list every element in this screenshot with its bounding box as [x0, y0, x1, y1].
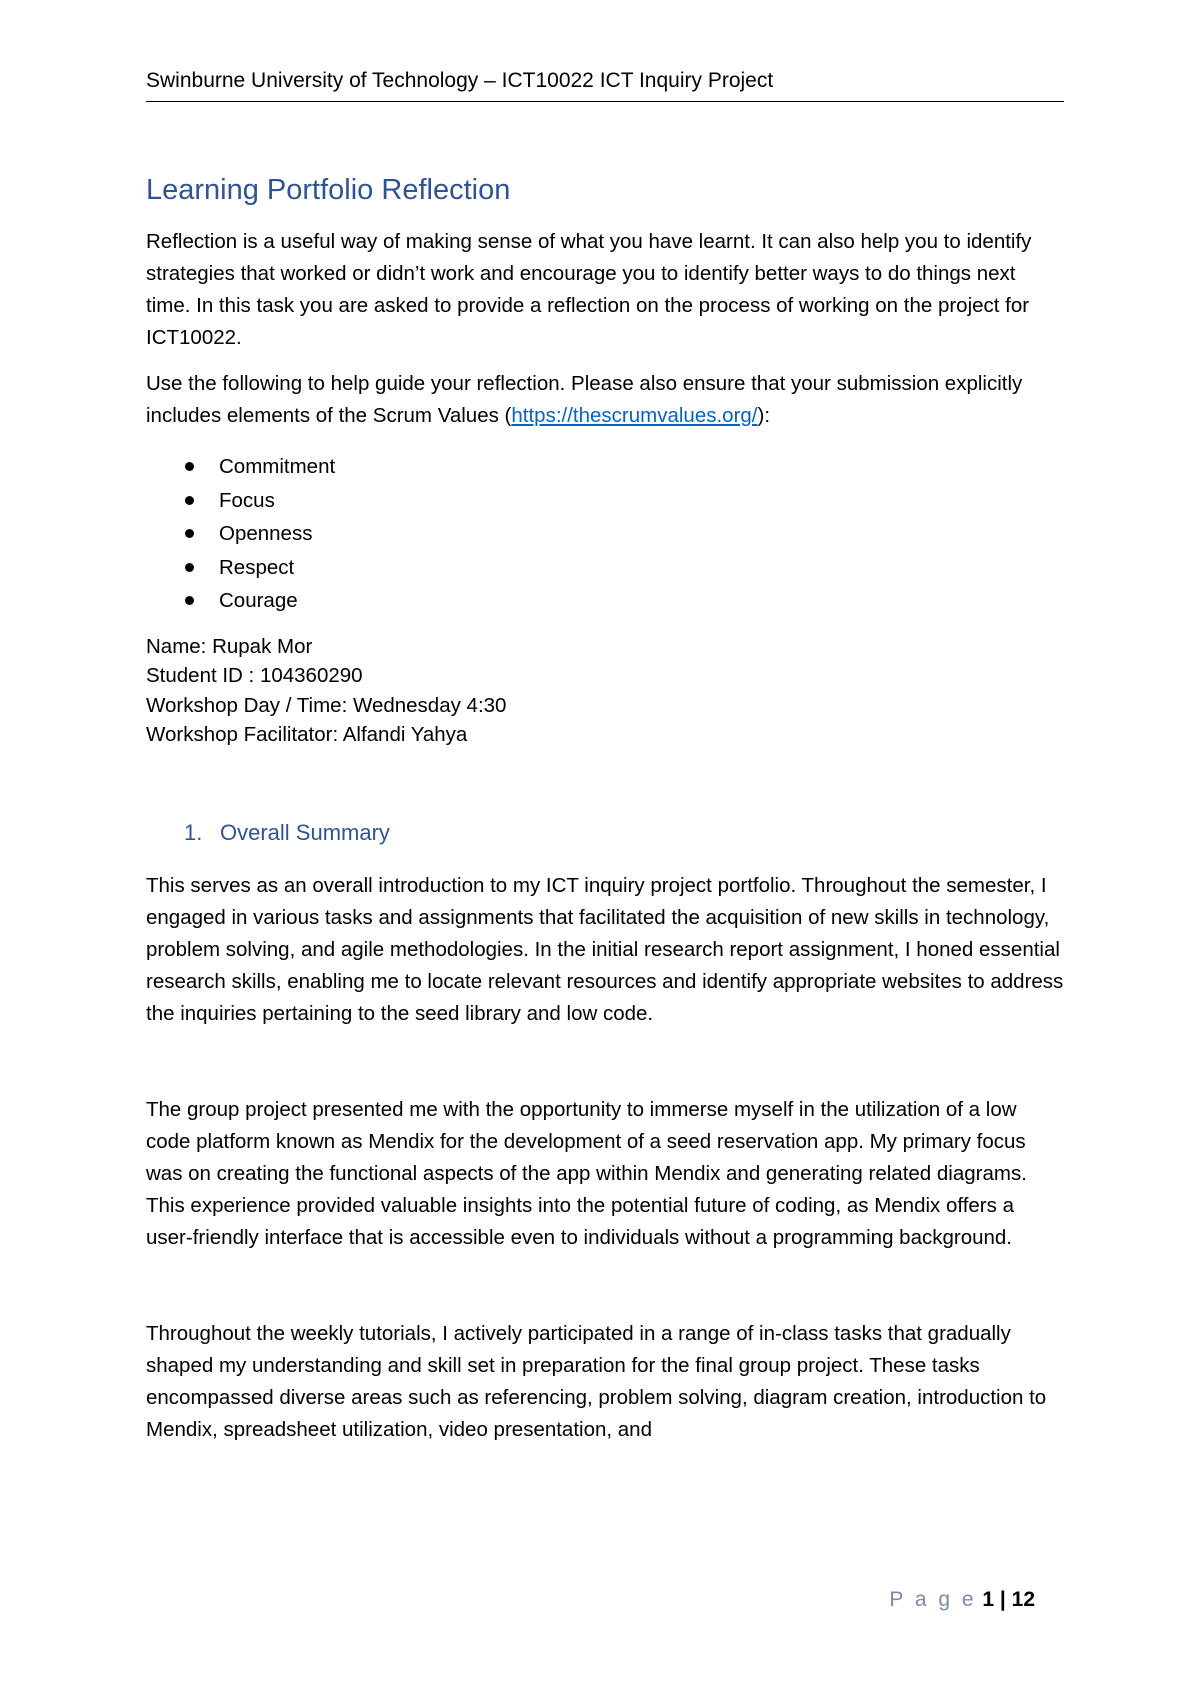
list-item: [146, 517, 1064, 551]
page-footer: [600, 1588, 1035, 1612]
value-label: Focus: [219, 488, 275, 512]
section-heading-overall-summary: [184, 818, 1064, 848]
scrum-values-list: [146, 450, 1064, 618]
page-total: 12: [1011, 1588, 1035, 1611]
section-title: Overall Summary: [220, 819, 390, 845]
page-current: 1: [982, 1588, 995, 1611]
list-item: [146, 450, 1064, 484]
intro-paragraph-1: Reflection is a useful way of making sense of what you have learnt. It can also help you to identify strategies that worked or didn’t work and encourage you to identify better ways to do things next time. In this task you are asked to provide a reflection on the process of working on the project for ICT10022.: [146, 230, 1032, 349]
bullet-icon: [185, 596, 194, 605]
bullet-icon: [185, 529, 194, 538]
intro-paragraph-2-end: ):: [757, 404, 771, 427]
value-label: Respect: [219, 555, 295, 579]
page-title: Learning Portfolio Reflection: [146, 174, 511, 206]
page-separator: |: [999, 1588, 1006, 1611]
summary-paragraph-2: The group project presented me with the opportunity to immerse myself in the utilization of a low code platform known as Mendix for the development of a seed reservation app. My primary focus was on creating the functional aspects of the app within Mendix and generating related diagrams. This experience provided valuable insights into the potential future of coding, as Mendix offers a user-friendly interface that is accessible even to individuals without a programming background.: [146, 1097, 1027, 1249]
summary-paragraph-3: Throughout the weekly tutorials, I actively participated in a range of in-class tasks that gradually shaped my understanding and skill set in preparation for the final group project. These tasks encompassed diverse areas such as referencing, problem solving, diagram creation, introduction to Mendix, spreadsheet utilization, video presentation, and: [146, 1321, 1047, 1441]
document-body: [146, 172, 1064, 1510]
page-header: Swinburne University of Technology – ICT10022 ICT Inquiry Project: [146, 70, 1064, 102]
list-item: [146, 551, 1064, 585]
list-item: [146, 584, 1064, 618]
intro-paragraph-2: [146, 368, 1064, 432]
page-label: P a g e: [889, 1588, 977, 1611]
summary-paragraph-1: This serves as an overall introduction to my ICT inquiry project portfolio. Throughout the semester, I engaged in various tasks and assignments that facilitated the acquisition of new skills in technology, problem solving, and agile methodologies. In the initial research report assignment, I honed essential research skills, enabling me to locate relevant resources and identify appropriate websites to address the inquiries pertaining to the seed library and low code.: [146, 873, 1064, 1025]
intro-paragraph-2-text: Use the following to help guide your reflection. Please also ensure that your submission explicitly includes elements of the Scrum Values (: [146, 372, 1023, 427]
bullet-icon: [185, 462, 194, 471]
student-name: Name: Rupak Mor: [146, 634, 313, 658]
value-label: Commitment: [219, 455, 336, 478]
section-number: 1.: [184, 819, 203, 845]
scrum-values-link[interactable]: https://thescrumvalues.org/: [511, 404, 758, 427]
workshop-facilitator: Workshop Facilitator: Alfandi Yahya: [146, 723, 468, 746]
bullet-icon: [185, 563, 194, 572]
value-label: Openness: [219, 522, 313, 545]
value-label: Courage: [219, 589, 298, 612]
student-id: Student ID : 104360290: [146, 664, 363, 687]
student-info: [146, 632, 1064, 750]
bullet-icon: [185, 496, 194, 505]
list-item: [146, 484, 1064, 518]
workshop-day-time: Workshop Day / Time: Wednesday 4:30: [146, 693, 507, 717]
